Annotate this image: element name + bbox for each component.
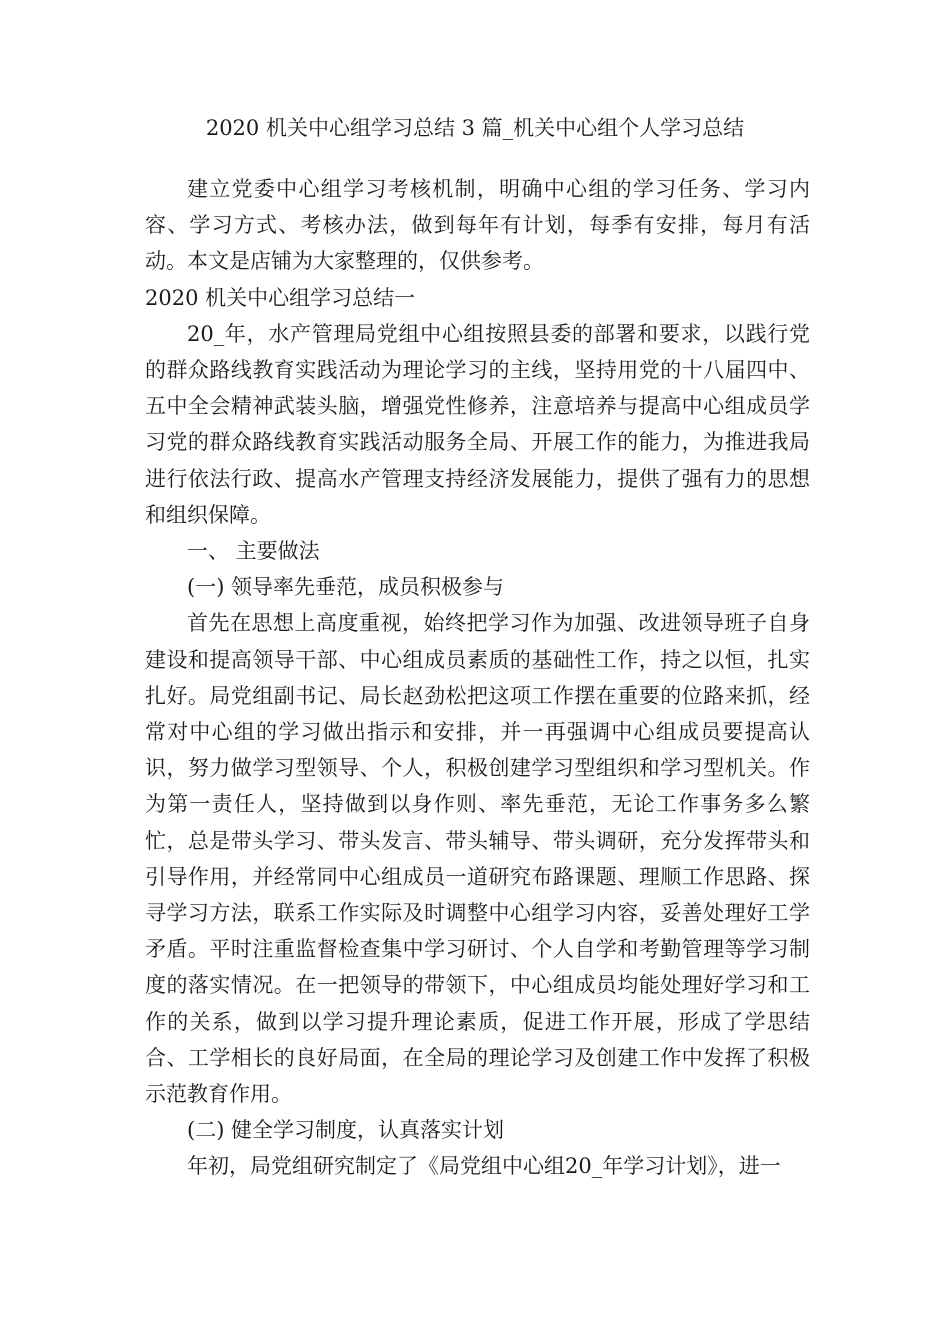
subsection-one-paragraph: 首先在思想上高度重视，始终把学习作为加强、改进领导班子自身建设和提高领导干部、中心组成员素质的基础性工作，持之以恒，扎实扎好。局党组副书记、局长赵劲松把这项工作摆在重要的位路来抓，经常对中心组的学习做出指示和安排，并一再强调中心组成员要提高认识，努力做学习型领导、个人，积极创建学习型组织和学习型机关。作为第一责任人，坚持做到以身作则、率先垂范，无论工作事务多么繁忙，总是带头学习、带头发言、带头辅导、带头调研，充分发挥带头和引导作用，并经常同中心组成员一道研究布路课题、理顺工作思路、探寻学习方法，联系工作实际及时调整中心组学习内容，妥善处理好工学矛盾。平时注重监督检查集中学习研讨、个人自学和考勤管理等学习制度的落实情况。在一把领导的带领下，中心组成员均能处理好学习和工作的关系，做到以学习提升理论素质，促进工作开展，形成了学思结合、工学相长的良好局面，在全局的理论学习及创建工作中发挥了积极示范教育作用。 [145, 611, 810, 1107]
section-one-paragraph: 20_年，水产管理局党组中心组按照县委的部署和要求，以践行党的群众路线教育实践活动为理论学习的主线，坚持用党的十八届四中、五中全会精神武装头脑，增强党性修养，注意培养与提高中心组成员学习党的群众路线教育实践活动服务全局、开展工作的能力，为推进我局进行依法行政、提高水产管理支持经济发展能力，提供了强有力的思想和组织保障。 [145, 321, 810, 527]
document-title: 2020 机关中心组学习总结 3 篇_机关中心组个人学习总结 [205, 116, 745, 140]
subsection-two-paragraph: 年初，局党组研究制定了《局党组中心组20_年学习计划》，进一 [187, 1154, 781, 1179]
main-practice-heading: 一、 主要做法 [187, 539, 320, 564]
section-one-heading: 2020 机关中心组学习总结一 [145, 285, 416, 310]
subsection-two-heading: (二) 健全学习制度，认真落实计划 [187, 1118, 505, 1143]
subsection-one-heading: (一) 领导率先垂范，成员积极参与 [187, 575, 505, 600]
document-body [145, 171, 810, 1185]
intro-paragraph: 建立党委中心组学习考核机制，明确中心组的学习任务、学习内容、学习方式、考核办法，做到每年有计划，每季有安排，每月有活动。本文是店铺为大家整理的，仅供参考。 [145, 177, 810, 274]
